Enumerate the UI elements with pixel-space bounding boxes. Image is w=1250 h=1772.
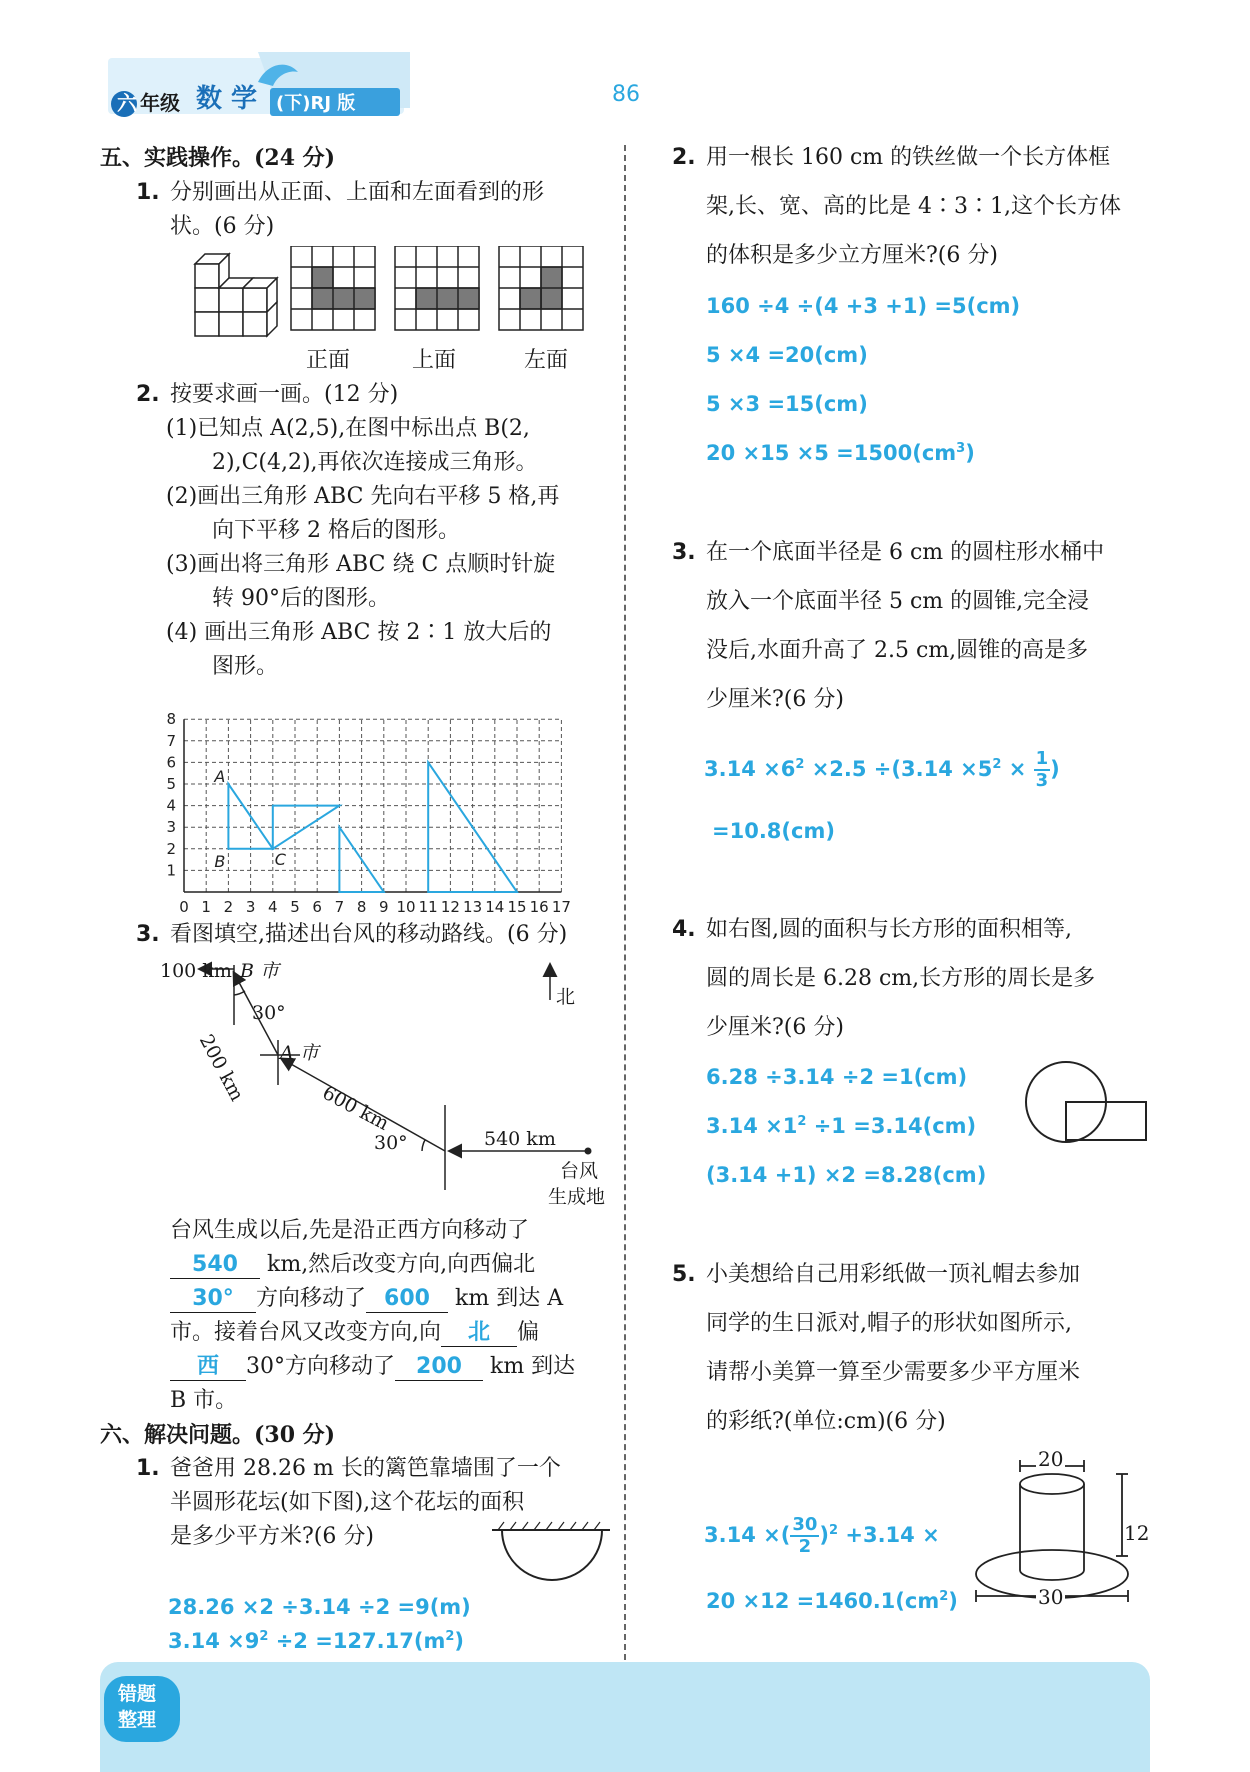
mistake-notes-band	[100, 1662, 1150, 1772]
text-line4-pre: 市。接着台风又改变方向,向	[170, 1320, 441, 1345]
y-tick-label: 3	[166, 818, 176, 837]
r-q2-line2: 架,长、宽、高的比是 4∶3∶1,这个长方体	[706, 194, 1121, 219]
r-q4-answer3: (3.14 +1) ×2 =8.28(cm)	[706, 1163, 987, 1187]
q2-part2-line2: 向下平移 2 格后的图形。	[212, 518, 460, 543]
point-a-label: A	[214, 767, 226, 786]
r-q3-frac-bot: 3	[1035, 770, 1049, 791]
q3-sentence-line6: B 市。	[170, 1388, 238, 1413]
r-q3-fraction	[1034, 749, 1051, 791]
r-q2-answer3: 5 ×3 =15(cm)	[706, 392, 868, 416]
r-q5-line4: 的彩纸?(单位:cm)(6 分)	[706, 1409, 946, 1434]
r-q5-frac-top: 30	[792, 1514, 818, 1535]
r-q3-line3: 没后,水面升高了 2.5 cm,圆锥的高是多	[706, 638, 1089, 663]
x-tick-label: 1	[201, 898, 211, 916]
r-q3-frac-top: 1	[1035, 748, 1049, 769]
r-q4-a2-end: ÷1 =3.14(cm)	[806, 1114, 977, 1138]
q2-title: 按要求画一画。(12 分)	[170, 382, 399, 407]
x-tick-label: 11	[418, 898, 438, 916]
q1-figures	[185, 246, 615, 356]
badge-line2: 整理	[118, 1709, 157, 1731]
blank-600[interactable]: 600	[366, 1286, 448, 1313]
y-tick-label: 2	[166, 839, 176, 858]
blank-540[interactable]: 540	[170, 1252, 260, 1279]
x-tick-label: 7	[334, 898, 345, 916]
column-divider	[624, 145, 626, 1660]
r-q2-answer4	[706, 440, 975, 466]
r-q4-answer1: 6.28 ÷3.14 ÷2 =1(cm)	[706, 1065, 968, 1089]
r-q2-a4-end: )	[965, 441, 975, 465]
x-tick-label: 3	[245, 898, 256, 916]
q3-number: 3.	[136, 922, 160, 947]
r-q3-a1-mid2: ×	[1001, 757, 1027, 781]
r-q5-frac-bot: 2	[798, 1536, 812, 1557]
q1-text-line1: 分别画出从正面、上面和左面看到的形	[170, 180, 545, 205]
label-left-view: 左面	[524, 348, 569, 373]
r-q4-line1: 如右图,圆的面积与长方形的面积相等,	[706, 917, 1072, 942]
r-q3-a1-exp2: 2	[992, 757, 1002, 772]
r-q5-answer1	[704, 1512, 940, 1558]
r-q5-a1-post: )	[819, 1523, 829, 1547]
label-front-view: 正面	[306, 348, 351, 373]
q3-sentence-line4	[170, 1320, 539, 1347]
x-tick-label: 6	[312, 898, 322, 916]
front-view-grid	[291, 246, 375, 330]
x-tick-label: 13	[463, 898, 483, 916]
r-q2-line1: 用一根长 160 cm 的铁丝做一个长方体框	[706, 145, 1111, 170]
q2-part4-line1: (4) 画出三角形 ABC 按 2∶1 放大后的	[166, 620, 552, 645]
r-q3-a1-pre: 3.14 ×6	[704, 757, 796, 781]
r-q5-line1: 小美想给自己用彩纸做一顶礼帽去参加	[706, 1262, 1081, 1287]
r-q3-answer1	[704, 746, 1060, 792]
y-tick-label: 6	[166, 753, 176, 772]
left-view-grid	[499, 246, 583, 330]
r-q4-number: 4.	[672, 917, 696, 942]
y-tick-label: 4	[166, 796, 176, 815]
x-tick-label: 15	[507, 898, 527, 916]
blank-200[interactable]: 200	[395, 1354, 483, 1381]
r-q3-a1-exp: 2	[795, 757, 805, 772]
text-after-600: km 到达 A	[455, 1286, 564, 1311]
x-tick-label: 4	[268, 898, 278, 916]
r-q5-a1-pre: 3.14 ×(	[704, 1523, 791, 1547]
q2-part1-line1: (1)已知点 A(2,5),在图中标出点 B(2,	[166, 416, 530, 441]
r-q4-a2-exp: 2	[797, 1114, 807, 1129]
r-q5-a2-end: )	[948, 1589, 958, 1613]
map-origin-line2: 生成地	[548, 1186, 606, 1208]
s6-q1-answer2	[168, 1628, 464, 1654]
map-origin-line1: 台风	[560, 1160, 599, 1182]
map-angle-30-top: 30°	[252, 1002, 286, 1024]
x-tick-label: 5	[290, 898, 300, 916]
x-tick-label: 8	[356, 898, 367, 916]
text-after-west: 30°方向移动了	[246, 1354, 395, 1379]
x-tick-label: 16	[529, 898, 549, 916]
cube-solid	[195, 254, 277, 336]
point-c-label: C	[274, 849, 286, 869]
s6-q1-line3: 是多少平方米?(6 分)	[170, 1524, 374, 1549]
r-q2-a4-pre: 20 ×15 ×5 =1500(cm	[706, 441, 957, 465]
label-top-view: 上面	[412, 348, 457, 373]
r-q5-line2: 同学的生日派对,帽子的形状如图所示,	[706, 1311, 1072, 1336]
circle-rectangle-figure	[1024, 1060, 1150, 1144]
q2-part3-line1: (3)画出将三角形 ABC 绕 C 点顺时针旋	[166, 552, 556, 577]
r-q4-line3: 少厘米?(6 分)	[706, 1015, 844, 1040]
r-q4-line2: 圆的周长是 6.28 cm,长方形的周长是多	[706, 966, 1096, 991]
page-number: 86	[612, 82, 640, 107]
r-q5-a1-end: +3.14 ×	[838, 1523, 940, 1547]
map-city-b: B 市	[240, 960, 280, 982]
q2-part3-line2: 转 90°后的图形。	[212, 586, 390, 611]
r-q2-a4-exp: 3	[956, 441, 966, 456]
x-tick-label: 17	[551, 898, 571, 916]
q3-sentence-line1: 台风生成以后,先是沿正西方向移动了	[170, 1218, 529, 1243]
r-q2-number: 2.	[672, 145, 696, 170]
s6-q1-a2-end: )	[454, 1629, 464, 1653]
text-after-200: km 到达	[490, 1354, 576, 1379]
r-q4-answer2	[706, 1113, 976, 1139]
q3-sentence-line2	[170, 1252, 535, 1279]
blank-30[interactable]: 30°	[170, 1286, 256, 1313]
map-dist-200: 200 km	[194, 1030, 248, 1105]
hat-dim-20: 20	[1038, 1447, 1064, 1471]
r-q4-a2-pre: 3.14 ×1	[706, 1114, 798, 1138]
q3-sentence-line3	[170, 1286, 563, 1313]
r-q5-line3: 请帮小美算一算至少需要多少平方厘米	[706, 1360, 1081, 1385]
y-tick-label: 7	[166, 731, 176, 750]
text-after-540: km,然后改变方向,向西偏北	[267, 1252, 536, 1277]
x-tick-label: 2	[223, 898, 234, 916]
q2-part4-line2: 图形。	[212, 654, 279, 679]
r-q3-number: 3.	[672, 540, 696, 565]
s6-q1-number: 1.	[136, 1456, 160, 1481]
r-q5-number: 5.	[672, 1262, 696, 1287]
q2-part1-line2: 2),C(4,2),再依次连接成三角形。	[212, 450, 538, 475]
r-q3-line4: 少厘米?(6 分)	[706, 687, 844, 712]
x-tick-label: 9	[379, 898, 389, 916]
r-q3-a1-mid: ×2.5 ÷(3.14 ×5	[804, 757, 993, 781]
y-tick-label: 1	[166, 861, 176, 880]
x-tick-label: 12	[440, 898, 460, 916]
top-view-grid	[395, 246, 479, 330]
r-q3-answer2: =10.8(cm)	[712, 819, 835, 843]
r-q5-fraction	[790, 1515, 819, 1557]
q2-part2-line1: (2)画出三角形 ABC 先向右平移 5 格,再	[166, 484, 560, 509]
s6-q1-a2-pre: 3.14 ×9	[168, 1629, 260, 1653]
r-q2-line3: 的体积是多少立方厘米?(6 分)	[706, 243, 998, 268]
header-subject: 数 学	[196, 84, 258, 114]
r-q5-a1-exp: 2	[829, 1523, 839, 1538]
r-q5-answer2	[706, 1588, 958, 1614]
r-q5-a2-pre: 20 ×12 =1460.1(cm	[706, 1589, 940, 1613]
header-grade: 年级	[140, 91, 180, 115]
s6-q1-answer1: 28.26 ×2 ÷3.14 ÷2 =9(m)	[168, 1595, 471, 1619]
q3-sentence-line5	[170, 1354, 575, 1381]
map-angle-30-bottom: 30°	[374, 1132, 408, 1154]
map-dist-600: 600 km	[318, 1081, 393, 1135]
map-dist-100: 100 km	[160, 960, 232, 982]
r-q3-line1: 在一个底面半径是 6 cm 的圆柱形水桶中	[706, 540, 1105, 565]
section6-title: 六、解决问题。(30 分)	[100, 1422, 336, 1448]
y-tick-label: 5	[166, 775, 176, 793]
q1-number: 1.	[136, 180, 160, 205]
blank-west[interactable]: 西	[170, 1354, 246, 1381]
blank-north[interactable]: 北	[441, 1320, 517, 1347]
section5-title: 五、实践操作。(24 分)	[100, 145, 336, 171]
triangle-answer	[428, 762, 517, 892]
point-b-label: B	[214, 851, 226, 871]
header-grade-circle: 六	[117, 91, 137, 115]
map-city-a: A 市	[280, 1042, 319, 1064]
x-tick-label: 10	[396, 898, 416, 916]
x-tick-label: 0	[179, 898, 189, 916]
s6-q1-a2-mid: ÷2 =127.17(m	[268, 1629, 446, 1653]
r-q3-line2: 放入一个底面半径 5 cm 的圆锥,完全浸	[706, 589, 1090, 614]
r-q3-a1-end: )	[1050, 757, 1060, 781]
map-north-label: 北	[556, 986, 576, 1008]
text-after-30: 方向移动了	[256, 1286, 367, 1311]
r-q5-a2-exp: 2	[939, 1589, 949, 1604]
s6-q1-line1: 爸爸用 28.26 m 长的篱笆靠墙围了一个	[170, 1456, 561, 1481]
s6-q1-line2: 半圆形花坛(如下图),这个花坛的面积	[170, 1490, 525, 1515]
s6-q1-a2-exp: 2	[259, 1629, 269, 1644]
header-edition: (下)RJ 版	[276, 93, 356, 114]
map-dist-540: 540 km	[484, 1128, 556, 1150]
q2-number: 2.	[136, 382, 160, 407]
semicircle-garden-figure	[490, 1520, 615, 1590]
hat-dim-30: 30	[1038, 1585, 1064, 1609]
text-line4-post: 偏	[517, 1320, 540, 1345]
badge-line1: 错题	[118, 1683, 157, 1705]
r-q2-answer1: 160 ÷4 ÷(4 +3 +1) =5(cm)	[706, 294, 1021, 318]
y-tick-label: 8	[166, 710, 176, 729]
hat-dim-12: 12	[1124, 1521, 1150, 1545]
x-tick-label: 14	[485, 898, 505, 916]
coordinate-grid	[160, 690, 620, 920]
r-q2-answer2: 5 ×4 =20(cm)	[706, 343, 868, 367]
s6-q1-a2-exp2: 2	[445, 1629, 455, 1644]
q3-title: 看图填空,描述出台风的移动路线。(6 分)	[170, 922, 568, 947]
q1-text-line2: 状。(6 分)	[170, 214, 275, 239]
